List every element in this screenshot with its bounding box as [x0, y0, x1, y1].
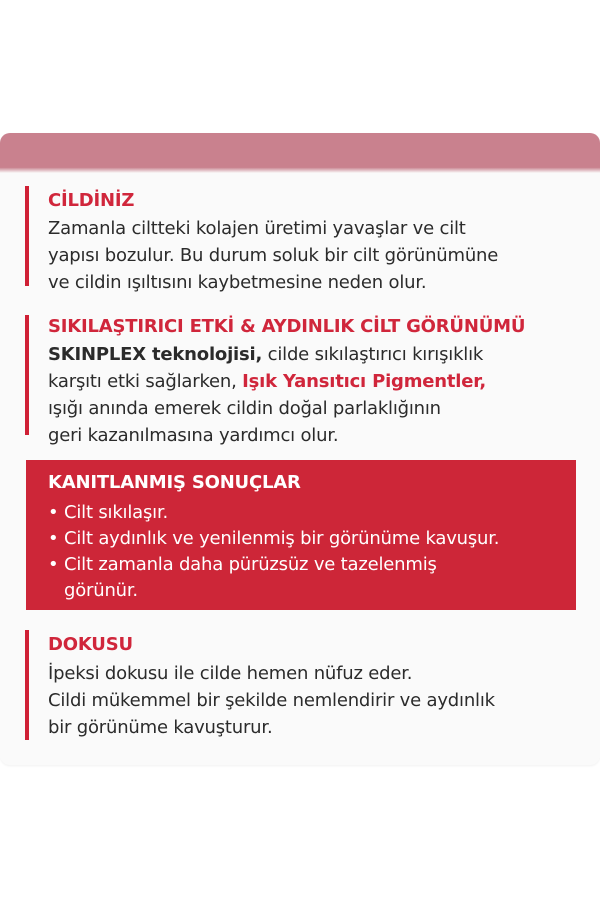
section-text-line: yapısı bozulur. Bu durum soluk bir cilt görünümüne	[48, 245, 499, 266]
section-text-line: ve cildin ışıltısını kaybetmesine neden olur.	[48, 272, 427, 293]
section-heading-texture: DOKUSU	[48, 634, 133, 655]
product-box-panel	[0, 133, 600, 765]
list-item	[48, 552, 499, 578]
section-text-line: İpeksi dokusu ile cilde hemen nüfuz eder.	[48, 663, 413, 684]
list-item-continuation	[48, 578, 499, 604]
section-text-line: Zamanla ciltteki kolajen üretimi yavaşlar ve cilt	[48, 218, 466, 239]
section-accent-bar	[25, 315, 29, 435]
section-heading-firming: SIKILAŞTIRICI ETKİ & AYDINLIK CİLT GÖRÜNÜMÜ	[48, 316, 526, 337]
list-item	[48, 500, 499, 526]
list-item-text: Cilt aydınlık ve yenilenmiş bir görünüme kavuşur.	[64, 528, 500, 549]
light-reflecting-pigments-label: Işık Yansıtıcı Pigmentler,	[242, 371, 486, 392]
section-text-line	[48, 368, 486, 395]
bullet-icon: •	[48, 554, 59, 575]
box-lid-rim	[0, 167, 600, 173]
section-text-span: karşıtı etki sağlarken,	[48, 371, 243, 392]
box-lid	[0, 133, 600, 167]
skinplex-technology-label: SKINPLEX teknolojisi,	[48, 344, 263, 365]
section-heading-cildiniz: CİLDİNİZ	[48, 190, 135, 211]
list-item-text: görünür.	[64, 580, 138, 601]
section-accent-bar	[25, 630, 29, 740]
section-accent-bar	[25, 186, 29, 286]
list-item-text: Cilt sıkılaşır.	[64, 502, 169, 523]
section-text-line: Cildi mükemmel bir şekilde nemlendirir ve aydınlık	[48, 690, 495, 711]
proven-results-panel	[26, 460, 576, 610]
section-heading-proven-results: KANITLANMIŞ SONUÇLAR	[48, 472, 301, 493]
bullet-icon: •	[48, 528, 59, 549]
section-text-line: ışığı anında emerek cildin doğal parlaklığının	[48, 398, 441, 419]
bullet-icon: •	[48, 502, 59, 523]
section-text-line: geri kazanılmasına yardımcı olur.	[48, 425, 339, 446]
section-text-line	[48, 341, 483, 368]
section-text-line: bir görünüme kavuşturur.	[48, 717, 273, 738]
results-list	[48, 500, 499, 604]
list-item	[48, 526, 499, 552]
list-item-text: Cilt zamanla daha pürüzsüz ve tazelenmiş	[64, 554, 437, 575]
section-text-span: cilde sıkılaştırıcı kırışıklık	[262, 344, 484, 365]
